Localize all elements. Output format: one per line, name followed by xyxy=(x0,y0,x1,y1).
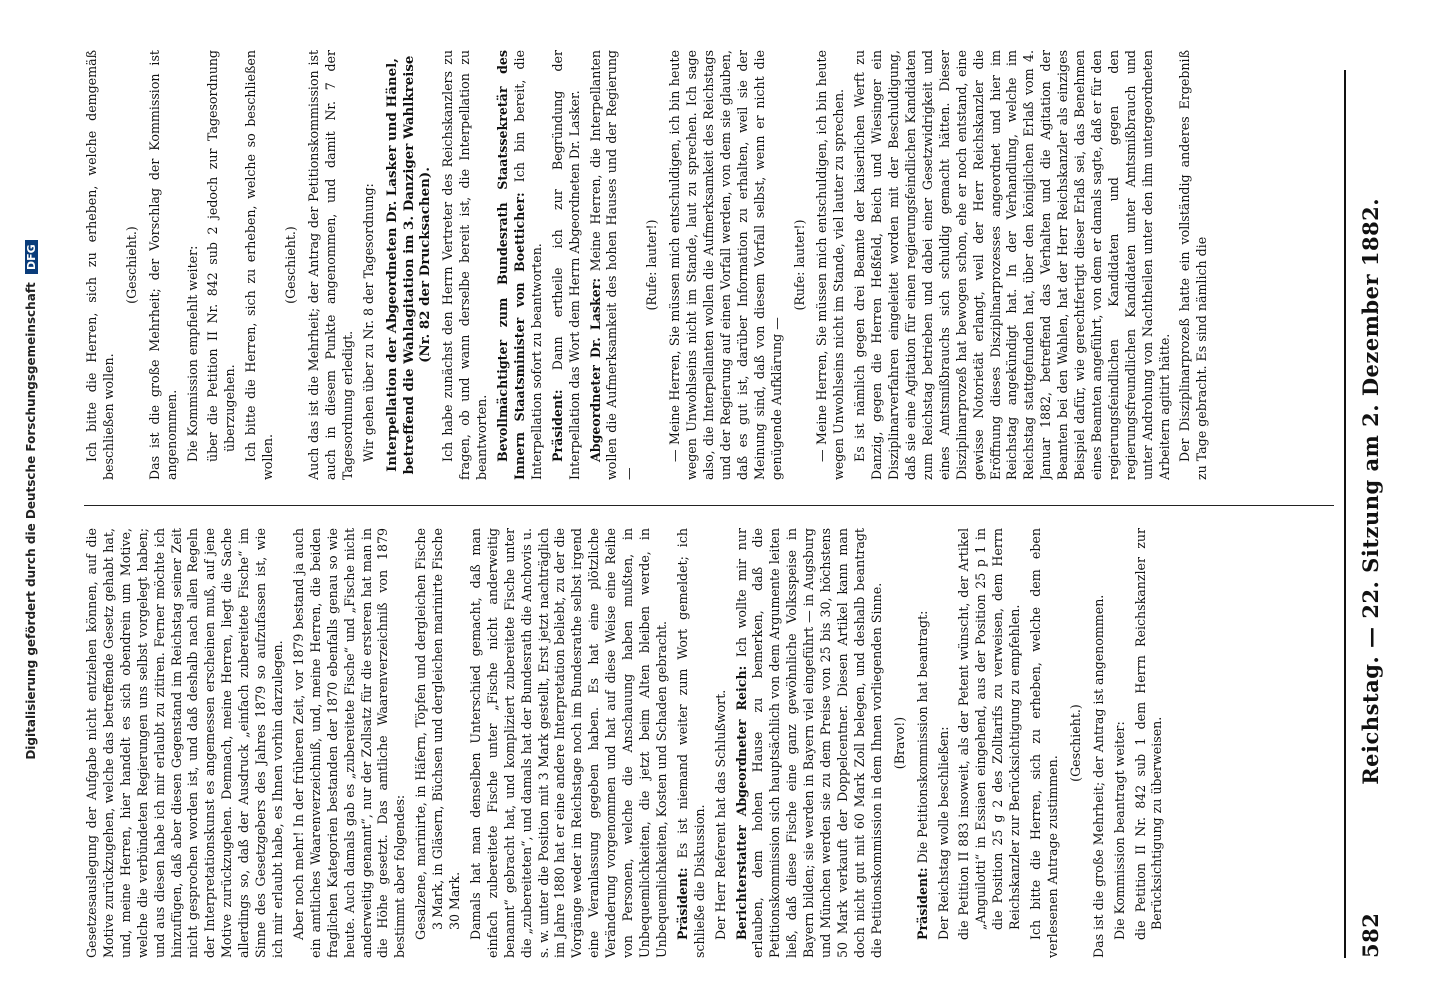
column-divider xyxy=(84,505,1334,506)
page-header xyxy=(1350,70,1390,958)
motion-text: die Petition II 883 insoweit, als der Petent wünscht, der Artikel „Anguilotti“ in Essiaen eingehend, aus der Position 25 p 1 in die Position 25 g 2 des Zolltarifs zu verweisen, dem Herrn Reichskanzler zur Berücksichtigung zu empfehlen. xyxy=(956,528,1023,940)
digitization-footer xyxy=(24,0,38,1000)
speech-text: Ich bin bereit, die Interpellation sofort zu beantworten. xyxy=(511,50,544,480)
paragraph: Ich bitte die Herren, sich zu erheben, welche so beschließen wollen. xyxy=(243,50,276,480)
speech-text: Ich wollte mir nur erlauben, dem hohen Hause zu bemerken, daß die Petitionskommission sich hauptsächlich von dem Argumente leiten ließ, daß diese Fische eine ganz gewöhnliche Volksspeise in Bayern bilden; sie werden in Bayern viel eingeführt — in Augsburg und München werden sie zu dem Preise von 25 bis 30, höchstens 50 Mark verkauft der Doppelcentner. Diesen Artikel kann man doch nicht gut mit 60 Mark Zoll belegen, und deshalb beantragt die Petitionskommission in dem Ihnen vorliegenden Sinne. xyxy=(733,528,884,958)
right-column xyxy=(84,50,1334,480)
paragraph xyxy=(915,528,932,958)
motion-text: die Petition II Nr. 842 sub 1 dem Herrn Reichskanzler zur Berücksichtigung zu überweisen. xyxy=(1132,528,1165,940)
paragraph: Ich bitte die Herren, sich zu erheben, welche dem eben verlesenen Antrage zustimmen. xyxy=(1028,528,1060,958)
paragraph xyxy=(675,528,709,958)
left-column xyxy=(84,528,1334,958)
page-number: 582 xyxy=(1357,912,1383,958)
paragraph: — Meine Herren, Sie müssen mich entschuldigen, ich bin heute wegen Unwohlseins nicht im Stande, viel lauter zu sprechen. xyxy=(814,50,847,480)
paragraph: — Meine Herren, Sie müssen mich entschuldigen, ich bin heute wegen Unwohlseins nicht im Stande, laut zu sprechen. Ich sage also, die Interpellanten wollen die Aufmerksamkeit des Reichstags und der Regierung auf einen Vorfall werden, von dem sie glauben, daß es gut ist, darüber Information zu erhalten, weil sie der Meinung sind, daß von diesem Vorfall selbst, wenn er nicht die genügende Aufklärung — xyxy=(667,50,784,480)
speech-text: Es ist niemand weiter zum Wort gemeldet; ich schließe die Diskussion. xyxy=(674,528,707,958)
interjection: (Bravo!) xyxy=(891,716,907,770)
interjection: (Geschieht.) xyxy=(1067,704,1083,782)
header-rule xyxy=(1344,70,1346,958)
interjection: (Rufe: lauter!) xyxy=(644,219,660,311)
paragraph: Das ist die große Mehrheit; der Antrag ist angenommen. xyxy=(1090,594,1106,958)
quote-paragraph: Gesalzene, marinirte, in Häfern, Töpfen und dergleichen Fische 3 Mark, in Gläsern, Büchsen und dergleichen marinirte Fische 30 Mark. xyxy=(413,528,463,940)
speaker-label: Präsident: xyxy=(549,389,565,462)
paragraph: Auch das ist die Mehrheit; der Antrag der Petitionskommission ist auch in diesem Punkte angenommen, und damit Nr. 7 der Tagesordnung erledigt. xyxy=(305,50,355,480)
speaker-label: Präsident: xyxy=(674,867,690,940)
paragraph: Gesetzesauslegung der Aufgabe nicht entziehen können, auf die Motive zurückzugehen, welche das betreffende Gesetz gehabt hat, und, meine Herren, hier handelt es sich obendrein um Motive, welche die verbündeten Regierungen uns selbst vorgelegt haben; und aus diesen habe ich mir erlaubt zu zitiren. Ferner möchte ich hinzufügen, daß aber diesen Gegenstand im Reichstag seiner Zeit nicht gesprochen worden ist, und daß deshalb nach allen Regeln der Interpretationskunst es angemessen erscheinen muß, auf jene Motive zurückzugehen. Demnach, meine Herren, liegt die Sache allerdings so, daß der Ausdruck „einfach zubereitete Fische“ im Sinne des Gesetzgebers des Jahres 1879 so aufzufassen ist, wie ich mir erlaubt habe, es Ihnen vorhin darzulegen. xyxy=(84,528,285,958)
paragraph: Die Kommission beantragt weiter: xyxy=(1111,721,1127,940)
speech-text: Meine Herren, die Interpellanten wollen die Aufmerksamkeit des hohen Hauses und der Regierung — xyxy=(587,50,637,480)
paragraph: Wir gehen über zu Nr. 8 der Tagesordnung: xyxy=(360,183,376,462)
motion-text: über die Petition II Nr. 842 sub 2 jedoch zur Tagesordnung überzugehen. xyxy=(205,50,238,462)
paragraph: Aber noch mehr! In der früheren Zeit, vor 1879 bestand ja auch ein amtliches Waarenverzeichniß, und, meine Herren, die beiden fraglichen Kategorien bestanden der 1870 ebenfalls genau so wie heute. Auch damals gab es „zubereitete Fische“ und „Fische nicht anderweitig genannt“, nur der Zollsatz für die ersteren hat man in die Höhe gesetzt. Das amtliche Waarenverzeichniß von 1879 bestimmt aber folgendes: xyxy=(290,528,408,958)
agenda-heading: Interpellation der Abgeordneten Dr. Lasker und Hänel, betreffend die Wahlagitation im 3. Danziger Wahlkreise (Nr. 82 der Drucksachen). xyxy=(383,55,434,475)
paragraph: Der Reichstag wolle beschließen: xyxy=(935,726,951,940)
speech-text: Die Petitionskommission hat beantragt: xyxy=(914,610,930,868)
speaker-label: Bevollmächtigter zum Bundesrath Staatssekretär des Innern Staatsminister von Boetticher: xyxy=(495,50,527,480)
speaker-label: Berichterstatter Abgeordneter Reich: xyxy=(733,665,749,940)
speaker-label: Präsident: xyxy=(914,867,930,940)
paragraph: Ich habe zunächst den Herrn Vertreter des Reichskanzlers zu fragen, ob und wann derselbe bereit ist, die Interpellation zu beantworten. xyxy=(440,50,490,480)
interjection: (Geschieht.) xyxy=(283,226,299,304)
paragraph xyxy=(550,50,584,480)
paragraph: Der Herr Referent hat das Schlußwort. xyxy=(712,689,728,940)
page-title: Reichstag. — 22. Sitzung am 2. Dezember 1882. xyxy=(1357,197,1383,785)
paragraph xyxy=(495,50,546,480)
paragraph: Die Kommission empfiehlt weiter: xyxy=(184,245,200,462)
paragraph xyxy=(588,50,639,480)
paragraph: Der Disziplinarprozeß hatte ein vollständig anderes Ergebniß zu Tage gebracht. Es sind nämlich die xyxy=(1177,50,1210,480)
paragraph: Das ist die große Mehrheit; der Vorschlag der Kommission ist angenommen. xyxy=(146,50,179,480)
paragraph: Damals hat man denselben Unterschied gemacht, daß man einfach zubereitete Fische unter „Fische nicht anderweitig benannt“ gebracht hat, und kompliziert zubereitete Fische unter die „zubereiteten“, und damals hat der Bundesrath die Anchovis u. s. w. unter die Position mit 3 Mark gestellt, Erst jetzt nachträglich im Jahre 1880 hat er eine andere Interpretation beliebt, zu der die Vorgänge weder im Reichstage noch im Bundesrathe selbst irgend eine Veranlassung gegeben haben. Es hat eine plötzliche Veränderung vorgenommen und hat auf diese Weise eine Reihe von Personen, welche die Anschauung haben mußten, in Unbequemlichkeiten, die jetzt beim Alten bleiben werde, in Unbequemlichkeiten, Kosten und Schaden gebracht. xyxy=(467,528,669,958)
digitization-text: Digitalisierung gefördert durch die Deutsche Forschungsgemeinschaft xyxy=(24,282,38,760)
paragraph: Es ist nämlich gegen drei Beamte der kaiserlichen Werft zu Danzig, gegen die Herren Heßfeld, Beich und Wiesinger ein Disziplinarverfahren eingeleitet worden mit der Beschuldigung, daß sie eine Agitation für einen regierungsfeindlichen Kandidaten zum Reichstag betrieben und dabei einer Gesetzwidrigkeit und eines Amtsmißbrauchs sich schuldig gemacht hätten. Dieser Disziplinarprozeß hat bewogen schon, ehe er noch entstand, eine gewisse Notorietät erlangt, weil der Herr Reichskanzler die Eröffnung dieses Disziplinarprozesses angeordnet und hier im Reichstag angekündigt hat. In der Verhandlung, welche im Reichstag stattgefunden hat, über den königlichen Erlaß vom 4. Januar 1882, betreffend das Verhalten und die Agitation der Beamten bei den Wahlen, hat der Herr Reichskanzler als einziges Beispiel dafür, wie gerechtfertigt dieser Erlaß sei, das Benehmen eines Beamten angeführt, von dem er damals sagte, daß er für den regierungsfeindlichen Kandidaten und gegen den regierungsfreundlichen Kandidaten unter Amtsmißbrauch und unter Androhung von Nachtheilen unter den ihm untergeordneten Arbeitern agitirt hätte. xyxy=(852,50,1172,480)
speaker-label: Abgeordneter Dr. Lasker: xyxy=(587,277,603,462)
speech-text: Dann ertheile ich zur Begründung der Interpellation das Wort dem Herrn Abgeordneten Dr. Lasker. xyxy=(549,50,582,480)
interjection: (Rufe: lauter!) xyxy=(791,219,807,311)
interjection: (Geschieht.) xyxy=(123,226,139,304)
paragraph xyxy=(734,528,886,958)
paragraph: Ich bitte die Herren, sich zu erheben, welche demgemäß beschließen wollen. xyxy=(84,50,116,480)
dfg-logo: DFG xyxy=(25,240,38,274)
